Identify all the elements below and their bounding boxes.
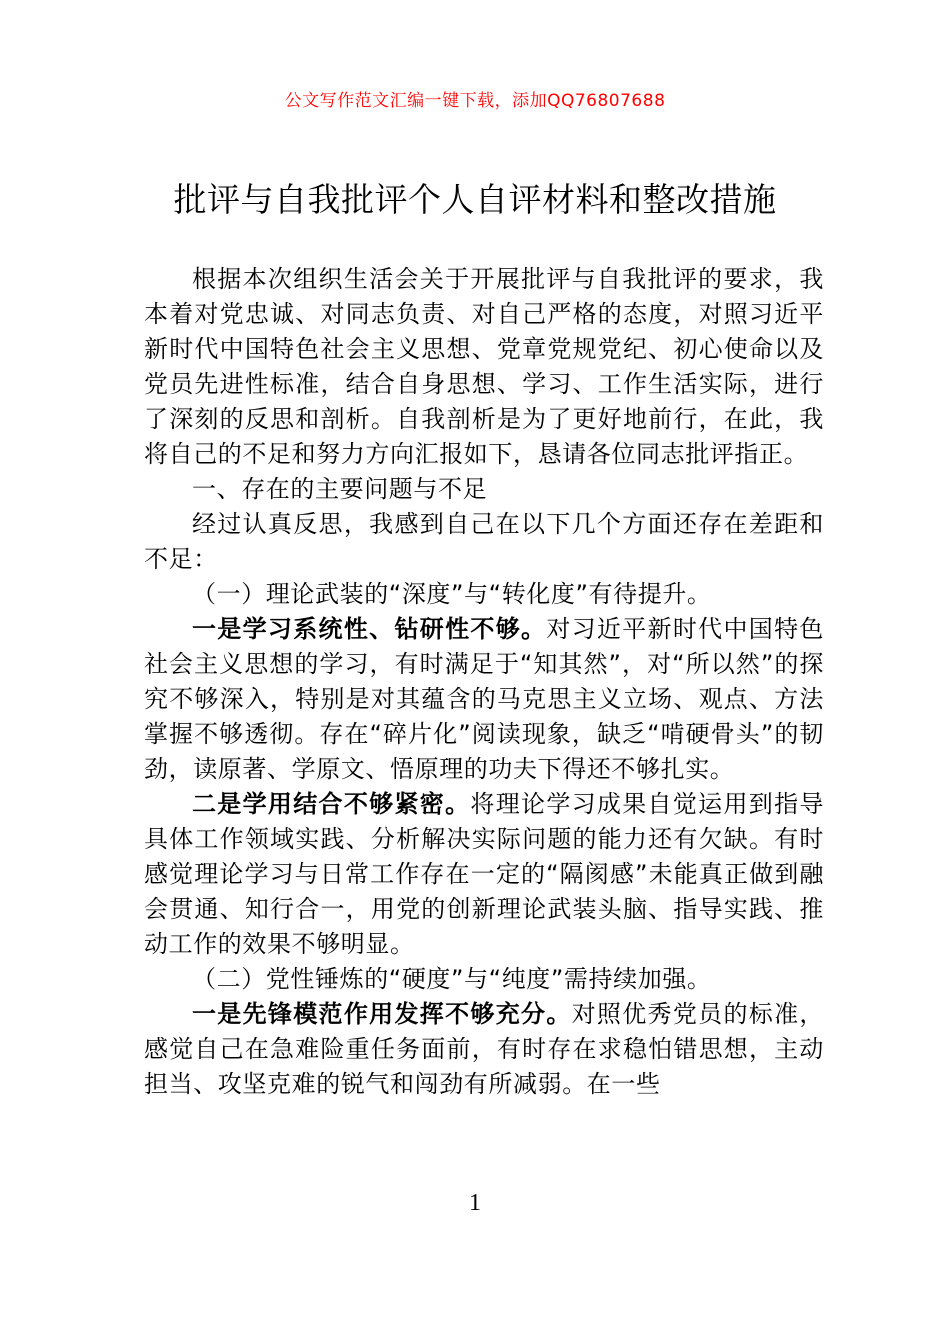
point-3-text: 对照优秀党员的标准，感觉自己在急难险重任务面前，有时存在求稳怕错思想，主动担当、攻坚克难的锐气和闯劲有所减弱。在一些 bbox=[144, 1000, 824, 1098]
point-2-lead: 二是学用结合不够紧密。 bbox=[192, 790, 471, 818]
point-3-lead: 一是先锋模范作用发挥不够充分。 bbox=[192, 1000, 572, 1028]
subsection-heading-2: （二）党性锤炼的“硬度”与“纯度”需持续加强。 bbox=[192, 965, 712, 993]
point-1-lead: 一是学习系统性、钻研性不够。 bbox=[192, 615, 547, 643]
paragraph-point-3 bbox=[144, 997, 824, 1102]
point-1-text: 对习近平新时代中国特色社会主义思想的学习，有时满足于“知其然”，对“所以然”的探究不够深入，特别是对其蕴含的马克思主义立场、观点、方法掌握不够透彻。存在“碎片化”阅读现象，缺乏“啃硬骨头”的韧劲，读原著、学原文、悟原理的功夫下得还不够扎实。 bbox=[144, 615, 824, 783]
subsection-heading-1: （一）理论武装的“深度”与“转化度”有待提升。 bbox=[192, 580, 712, 608]
document-title: 批评与自我批评个人自评材料和整改措施 bbox=[173, 180, 777, 219]
paragraph-intro: 根据本次组织生活会关于开展批评与自我批评的要求，我本着对党忠诚、对同志负责、对自己严格的态度，对照习近平新时代中国特色社会主义思想、党章党规党纪、初心使命以及党员先进性标准，结合自身思想、学习、工作生活实际，进行了深刻的反思和剖析。自我剖析是为了更好地前行，在此，我将自己的不足和努力方向汇报如下，恳请各位同志批评指正。 bbox=[144, 265, 824, 468]
document-body bbox=[144, 262, 824, 1102]
point-2-text: 将理论学习成果自觉运用到指导具体工作领域实践、分析解决实际问题的能力还有欠缺。有时感觉理论学习与日常工作存在一定的“隔阂感”未能真正做到融会贯通、知行合一，用党的创新理论武装头脑、指导实践、推动工作的效果不够明显。 bbox=[144, 790, 824, 958]
header-note: 公文写作范文汇编一键下载，添加QQ76807688 bbox=[284, 91, 666, 111]
paragraph-point-1 bbox=[144, 612, 824, 787]
section-heading-1: 一、存在的主要问题与不足 bbox=[192, 475, 488, 503]
paragraph-reflection: 经过认真反思，我感到自己在以下几个方面还存在差距和不足： bbox=[144, 510, 824, 573]
page-number: 1 bbox=[469, 1190, 481, 1216]
paragraph-point-2 bbox=[144, 787, 824, 962]
